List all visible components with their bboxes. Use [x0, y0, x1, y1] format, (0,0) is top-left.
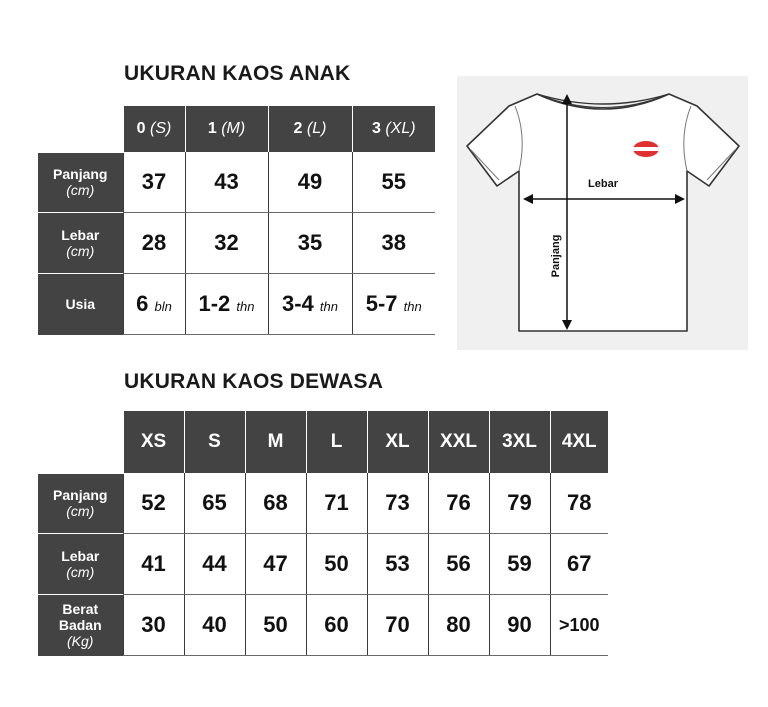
cell-value: 47	[245, 534, 306, 595]
cell-value: 32	[185, 213, 268, 274]
kids-title: UKURAN KAOS ANAK	[124, 62, 351, 85]
cell-value: 40	[184, 595, 245, 656]
cell-age: 1-2 thn	[185, 274, 268, 335]
cell-value: 68	[245, 473, 306, 534]
length-label: Panjang	[550, 234, 562, 278]
logo-icon	[633, 141, 659, 157]
kids-col-3: 3 (XL)	[352, 106, 435, 152]
adults-title: UKURAN KAOS DEWASA	[124, 370, 384, 393]
kids-col-2: 2 (L)	[268, 106, 352, 152]
cell-value: 78	[550, 473, 608, 534]
cell-age: 6 bln	[123, 274, 185, 335]
cell-value: 71	[306, 473, 367, 534]
adults-col-xl: XL	[367, 411, 428, 473]
cell-value: >100	[550, 595, 608, 656]
kids-row-usia	[38, 274, 435, 335]
cell-value: 70	[367, 595, 428, 656]
adults-col-4xl: 4XL	[550, 411, 608, 473]
adults-row-berat-badan	[38, 595, 608, 656]
row-header-panjang: Panjang (cm)	[38, 152, 123, 213]
adults-row-lebar	[38, 534, 608, 595]
cell-value: 52	[123, 473, 184, 534]
kids-row-lebar	[38, 213, 435, 274]
cell-value: 41	[123, 534, 184, 595]
cell-value: 59	[489, 534, 550, 595]
cell-value: 50	[306, 534, 367, 595]
kids-col-0: 0 (S)	[123, 106, 185, 152]
cell-value: 80	[428, 595, 489, 656]
cell-value: 56	[428, 534, 489, 595]
tshirt-diagram	[457, 76, 748, 350]
adults-col-3xl: 3XL	[489, 411, 550, 473]
adults-col-xxl: XXL	[428, 411, 489, 473]
kids-col-1: 1 (M)	[185, 106, 268, 152]
cell-value: 67	[550, 534, 608, 595]
table-corner	[38, 411, 123, 473]
cell-age: 3-4 thn	[268, 274, 352, 335]
cell-value: 73	[367, 473, 428, 534]
cell-value: 28	[123, 213, 185, 274]
adults-size-table	[38, 411, 608, 656]
cell-value: 37	[123, 152, 185, 213]
cell-value: 43	[185, 152, 268, 213]
cell-value: 55	[352, 152, 435, 213]
row-header-usia: Usia	[38, 274, 123, 335]
adults-col-l: L	[306, 411, 367, 473]
cell-value: 90	[489, 595, 550, 656]
cell-value: 38	[352, 213, 435, 274]
adults-col-s: S	[184, 411, 245, 473]
tshirt-icon	[457, 76, 748, 350]
kids-row-panjang	[38, 152, 435, 213]
row-header-panjang: Panjang (cm)	[38, 473, 123, 534]
cell-value: 50	[245, 595, 306, 656]
cell-value: 53	[367, 534, 428, 595]
cell-value: 49	[268, 152, 352, 213]
cell-value: 60	[306, 595, 367, 656]
row-header-berat-badan: Berat Badan (Kg)	[38, 595, 123, 656]
cell-value: 79	[489, 473, 550, 534]
cell-value: 65	[184, 473, 245, 534]
cell-value: 76	[428, 473, 489, 534]
cell-age: 5-7 thn	[352, 274, 435, 335]
kids-header-row	[38, 106, 435, 152]
adults-col-xs: XS	[123, 411, 184, 473]
cell-value: 44	[184, 534, 245, 595]
adults-col-m: M	[245, 411, 306, 473]
row-header-lebar: Lebar (cm)	[38, 534, 123, 595]
width-label: Lebar	[588, 178, 618, 190]
adults-row-panjang	[38, 473, 608, 534]
row-header-lebar: Lebar (cm)	[38, 213, 123, 274]
table-corner	[38, 106, 123, 152]
cell-value: 35	[268, 213, 352, 274]
kids-size-table	[38, 106, 435, 335]
adults-header-row	[38, 411, 608, 473]
cell-value: 30	[123, 595, 184, 656]
